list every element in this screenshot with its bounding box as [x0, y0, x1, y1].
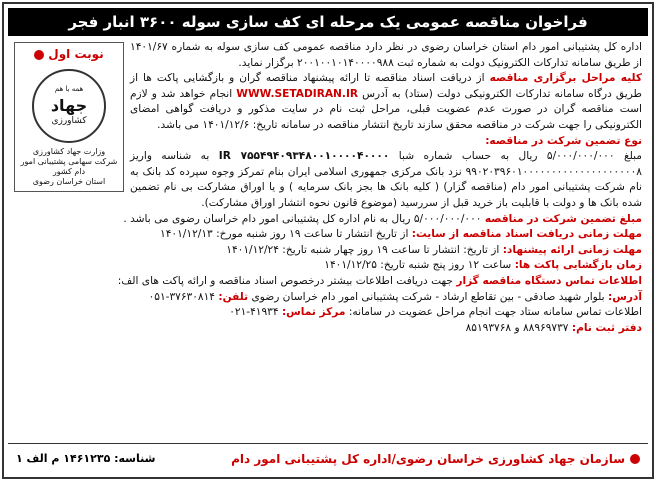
logo-block [14, 42, 124, 192]
offers-deadline-line [14, 243, 642, 259]
contact-line [14, 274, 642, 290]
seal-top-text: همه با هم [54, 85, 84, 93]
opening-label: زمان بازگشایی پاکت ها: [514, 259, 642, 272]
amount-label: مبلغ تضمین شرکت در مناقصه [484, 212, 642, 225]
logo-line-2: شرکت سهامی پشتیبانی امور دام کشور [20, 156, 118, 176]
office-numbers: ۸۸۹۶۹۷۳۷ و ۸۵۱۹۳۷۶۸ [465, 321, 569, 334]
guarantee-text: مبلغ ۵/۰۰۰/۰۰۰/۰۰۰ ریال به حساب شماره شبا [398, 150, 642, 163]
notice-footer [8, 443, 648, 473]
notice-frame [2, 2, 654, 479]
issue-badge [15, 47, 123, 63]
iban-number: IR ۷۵۵۴۹۴۰۹۳۴۸۰۰۱۰۰۰۰۴۰۰۰۰ [218, 150, 390, 163]
seal-main-text: جهاد [50, 95, 88, 115]
offers-deadline-label: مهلت زمانی ارائه پیشنهاد: [502, 243, 642, 256]
phone-label: تلفن: [218, 290, 249, 303]
guarantee-text-2: به شناسه واریز ۹۹۰۲۰۳۹۶۰۱۰۰۰۰۰۰۰۰۰۰۰۰۰۰۰۰۰۰۰۰۸ نزد بانک مرکزی جمهوری اسلامی ایران بنام تمرکز وجوه سپرده کد بانک به نام شرکت پشتیبانی امور دام (مناقصه گزار) ( کلیه بانک ها بجز بانک سرمایه ) و یا اوراق مشارکت بی نام تضمین شده بانک ها و دولت با قابلیت باز خرید قبل از سررسید (موضوع قانون نحوه انتشار اوراق مشارکت). [130, 150, 642, 209]
amount-text: ۵/۰۰۰/۰۰۰/۰۰۰ ریال به نام اداره کل پشتیبانی امور دام خراسان رضوی می باشد . [123, 212, 482, 225]
center-number: ۰۲۱-۴۱۹۳۴ [229, 306, 279, 319]
website-link[interactable]: WWW.SETADIRAN.IR [236, 87, 359, 100]
docs-deadline-line [14, 227, 642, 243]
logo-line-3: استان خراسان رضوی [32, 176, 106, 186]
setad-text: اطلاعات تماس سامانه ستاد جهت انجام مراحل عضویت در سامانه: [348, 306, 642, 319]
process-heading: کلیه مراحل برگزاری مناقصه [489, 72, 643, 85]
intro-paragraph: اداره کل پشتیبانی امور دام استان خراسان رضوی در نظر دارد مناقصه عمومی کف سازی سوله به شماره ۱۴۰۱/۶۷ از طریق سامانه تدارکات الکترونیک دولت به شماره ثبت ۲۰۰۱۰۰۱۰۱۴۰۰۰۰۹۸۸ برگزار نماید. [130, 41, 642, 69]
logo-line-1: وزارت جهاد کشاورزی [32, 146, 106, 156]
center-label: مرکز تماس: [281, 306, 346, 319]
address-text: بلوار شهید صادقی - بین تقاطع ارشاد - شرکت پشتیبانی امور دام خراسان رضوی [251, 290, 605, 303]
badge-label: نوبت اول [48, 47, 104, 61]
setad-line [14, 305, 642, 321]
bullet-icon [630, 454, 640, 464]
opening-line [14, 258, 642, 274]
opening-text: ساعت ۱۲ روز پنج شنبه تاریخ: ۱۴۰۱/۱۲/۲۵ [324, 259, 512, 272]
bullet-icon [34, 50, 44, 60]
docs-deadline-label: مهلت زمانی دریافت اسناد مناقصه از سایت: [411, 228, 642, 241]
address-label: آدرس: [607, 290, 642, 303]
notice-body [14, 40, 642, 435]
office-line [14, 321, 642, 337]
contact-heading: اطلاعات تماس دستگاه مناقصه گزار [456, 274, 642, 287]
notice-title: فراخوان مناقصه عمومی یک مرحله ای کف سازی سوله ۳۶۰۰ انبار فجر [8, 8, 648, 36]
office-label: دفتر ثبت نام: [571, 321, 642, 334]
seal-sub-text: کشاورزی [51, 115, 87, 126]
process-text: از دریافت اسناد مناقصه تا ارائه پیشنهاد مناقصه گران و بازگشایی پاکت ها از طریق درگاه سامانه تدارکات الکترونیکی دولت (ستاد) به آدرس [130, 72, 642, 100]
docs-deadline-text: از تاریخ انتشار تا ساعت ۱۹ روز شنبه مورخ: ۱۴۰۱/۱۲/۱۳ [160, 228, 409, 241]
amount-line [14, 212, 642, 228]
contact-text: جهت دریافت اطلاعات بیشتر درخصوص اسناد مناقصه و ارائه پاکت های الف: [117, 274, 453, 287]
notice-code: شناسه: ۱۴۶۱۲۳۵ م الف ۱ [16, 452, 156, 465]
organization-label: سازمان جهاد کشاورزی خراسان رضوی/اداره کل پشتیبانی امور دام [231, 451, 625, 466]
guarantee-heading: نوع تضمین شرکت در مناقصه: [485, 134, 642, 147]
organization-name [231, 452, 640, 466]
offers-deadline-text: از تاریخ: انتشار تا ساعت ۱۹ روز چهار شنبه تاریخ: ۱۴۰۱/۱۲/۲۴ [226, 243, 500, 256]
phone-number: ۰۵۱-۳۷۶۳۰۸۱۴ [148, 290, 215, 303]
process-text-2: انجام خواهد شد و لازم است مناقصه گران در صورت عدم عضویت قبلی، مراحل ثبت نام در سایت مذکور و دریافت گواهی امضای الکترونیکی را جهت شرکت در مناقصه محقق سازند تاریخ انتشار مناقصه در سامانه تاریخ: ۱۴۰۱/۱۲/۶ می باشد. [130, 87, 642, 131]
address-line [14, 290, 642, 306]
ministry-seal [32, 69, 106, 143]
